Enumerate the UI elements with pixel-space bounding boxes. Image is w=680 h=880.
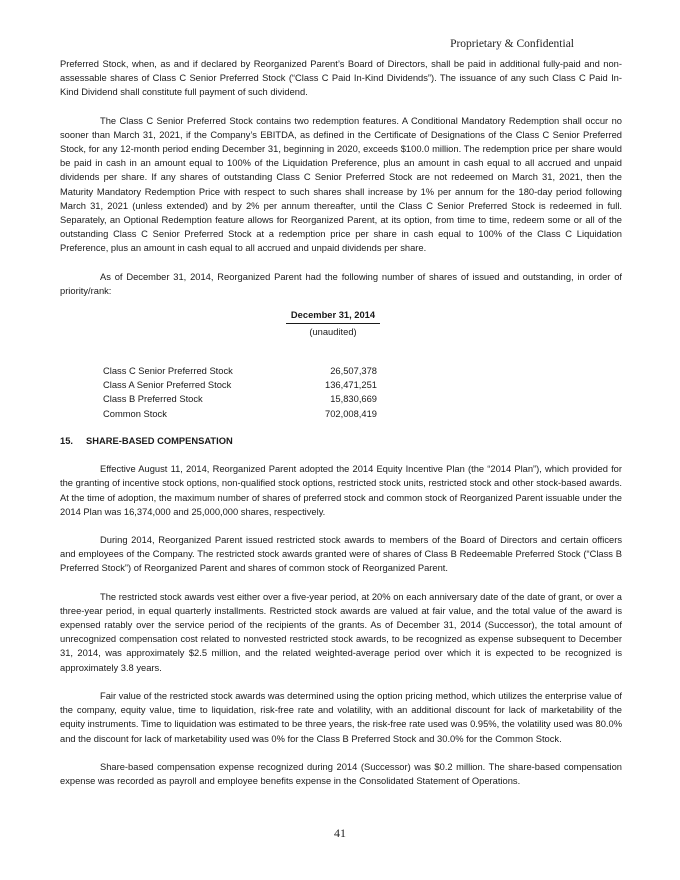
table-row-label: Class A Senior Preferred Stock — [103, 380, 232, 391]
table-row — [103, 364, 377, 378]
confidentiality-header: Proprietary & Confidential — [450, 38, 574, 50]
section-title: SHARE-BASED COMPENSATION — [86, 436, 233, 447]
paragraph-restricted-stock-issued: During 2014, Reorganized Parent issued restricted stock awards to members of the Board of Directors and certain officers and employees of the Company. The restricted stock awards granted were of shares of Class B Redeemable Preferred Stock (“Class B Preferred Stock”) of Reorganized Parent and shares of common stock of Reorganized Parent. — [60, 535, 622, 574]
table-row-value: 15,830,669 — [330, 394, 377, 405]
table-row — [103, 407, 377, 421]
paragraph-shares-outstanding-intro: As of December 31, 2014, Reorganized Parent had the following number of shares of issued and outstanding, in order of priority/rank: — [60, 271, 622, 296]
shares-outstanding-table-block — [60, 308, 622, 428]
table-column-subheader: (unaudited) — [309, 327, 357, 338]
table-row-value: 136,471,251 — [325, 380, 377, 391]
document-body — [60, 57, 622, 788]
paragraph-fair-value: Fair value of the restricted stock awards was determined using the option pricing method, which utilizes the enterprise value of the company, equity value, time to liquidation, risk-free rate and volatility, with an additional discount for lack of marketability of the equity instruments. Time to liquidation was estimated to be three years, the risk-free rate used was 0.95%, the volatility used was 80.0% and the discount for lack of marketability used was 0% for the Class B Preferred Stock and 30.0% for the Common Stock. — [60, 690, 622, 744]
page-number: 41 — [334, 826, 346, 840]
table-row-value: 702,008,419 — [325, 408, 377, 419]
table-row — [103, 378, 377, 392]
paragraph-redemption-features: The Class C Senior Preferred Stock contains two redemption features. A Conditional Mandatory Redemption shall occur no sooner than March 31, 2021, if the Company’s EBITDA, as defined in the Certificate of Designations of the Class C Senior Preferred Stock, for any 12-month period ending December 31, beginning in 2020, exceeds $100.0 million. The redemption price per share would be paid in cash in an amount equal to 100% of the Liquidation Preference, plus an amount in cash equal to all accrued and unpaid dividends per share. If any shares of outstanding Class C Senior Preferred Stock are not redeemed on March 31, 2021, then the Maturity Mandatory Redemption Price with respect to such shares shall increase by 1% per annum for the 180-day period following March 31, 2021 (unless extended) and by 2% per annum thereafter, until the Class C Senior Preferred Stock is redeemed in full. Separately, an Optional Redemption feature allows for Reorganized Parent, at its option, from time to time, redeem some or all of the outstanding Class C Senior Preferred Stock at a redemption price per share in cash equal to 100% of the Class C Liquidation Preference, plus an amount in cash equal to all accrued and unpaid dividends per share. — [60, 115, 622, 254]
table-row — [103, 392, 377, 406]
paragraph-vesting: The restricted stock awards vest either over a five-year period, at 20% on each anniversary date of the date of grant, or over a three-year period, in equal quarterly installments. Restricted stock awards are valued at fair value, and the total value of the award is expensed ratably over the service period of the recipients of the grants. As of December 31, 2014 (Successor), the total amount of unrecognized compensation cost related to nonvested restricted stock awards, to be recognized as expense subsequent to December 31, 2014, was approximately $2.5 million, and the related weighted-average period over which it is expected to be recognized is approximately 3.8 years. — [60, 591, 622, 673]
table-column-header: December 31, 2014 — [286, 308, 380, 324]
section-heading — [60, 434, 622, 448]
shares-outstanding-table — [103, 364, 377, 421]
paragraph-dividend-continuation: Preferred Stock, when, as and if declared by Reorganized Parent’s Board of Directors, shall be paid in additional fully-paid and non-assessable shares of Class C Senior Preferred Stock (“Class C Paid In-Kind Dividends”). The issuance of any such Class C Paid In-Kind Dividend shall constitute full payment of such dividend. — [60, 59, 622, 98]
table-row-label: Class C Senior Preferred Stock — [103, 366, 233, 377]
table-row-label: Common Stock — [103, 408, 167, 419]
paragraph-equity-incentive-plan: Effective August 11, 2014, Reorganized Parent adopted the 2014 Equity Incentive Plan (the “2014 Plan”), which provided for the granting of incentive stock options, non-qualified stock options, restricted stock units, restricted stock and other stock-based awards. At the time of adoption, the maximum number of shares of preferred stock and common stock of Reorganized Parent issuable under the 2014 Plan was 16,374,000 and 25,000,000 shares, respectively. — [60, 464, 622, 517]
table-row-label: Class B Preferred Stock — [103, 394, 203, 405]
table-row-value: 26,507,378 — [330, 366, 377, 377]
paragraph-compensation-expense: Share-based compensation expense recognized during 2014 (Successor) was $0.2 million. The share-based compensation expense was recorded as payroll and employee benefits expense in the Consolidated Statement of Operations. — [60, 761, 622, 786]
section-number: 15. — [60, 436, 73, 447]
